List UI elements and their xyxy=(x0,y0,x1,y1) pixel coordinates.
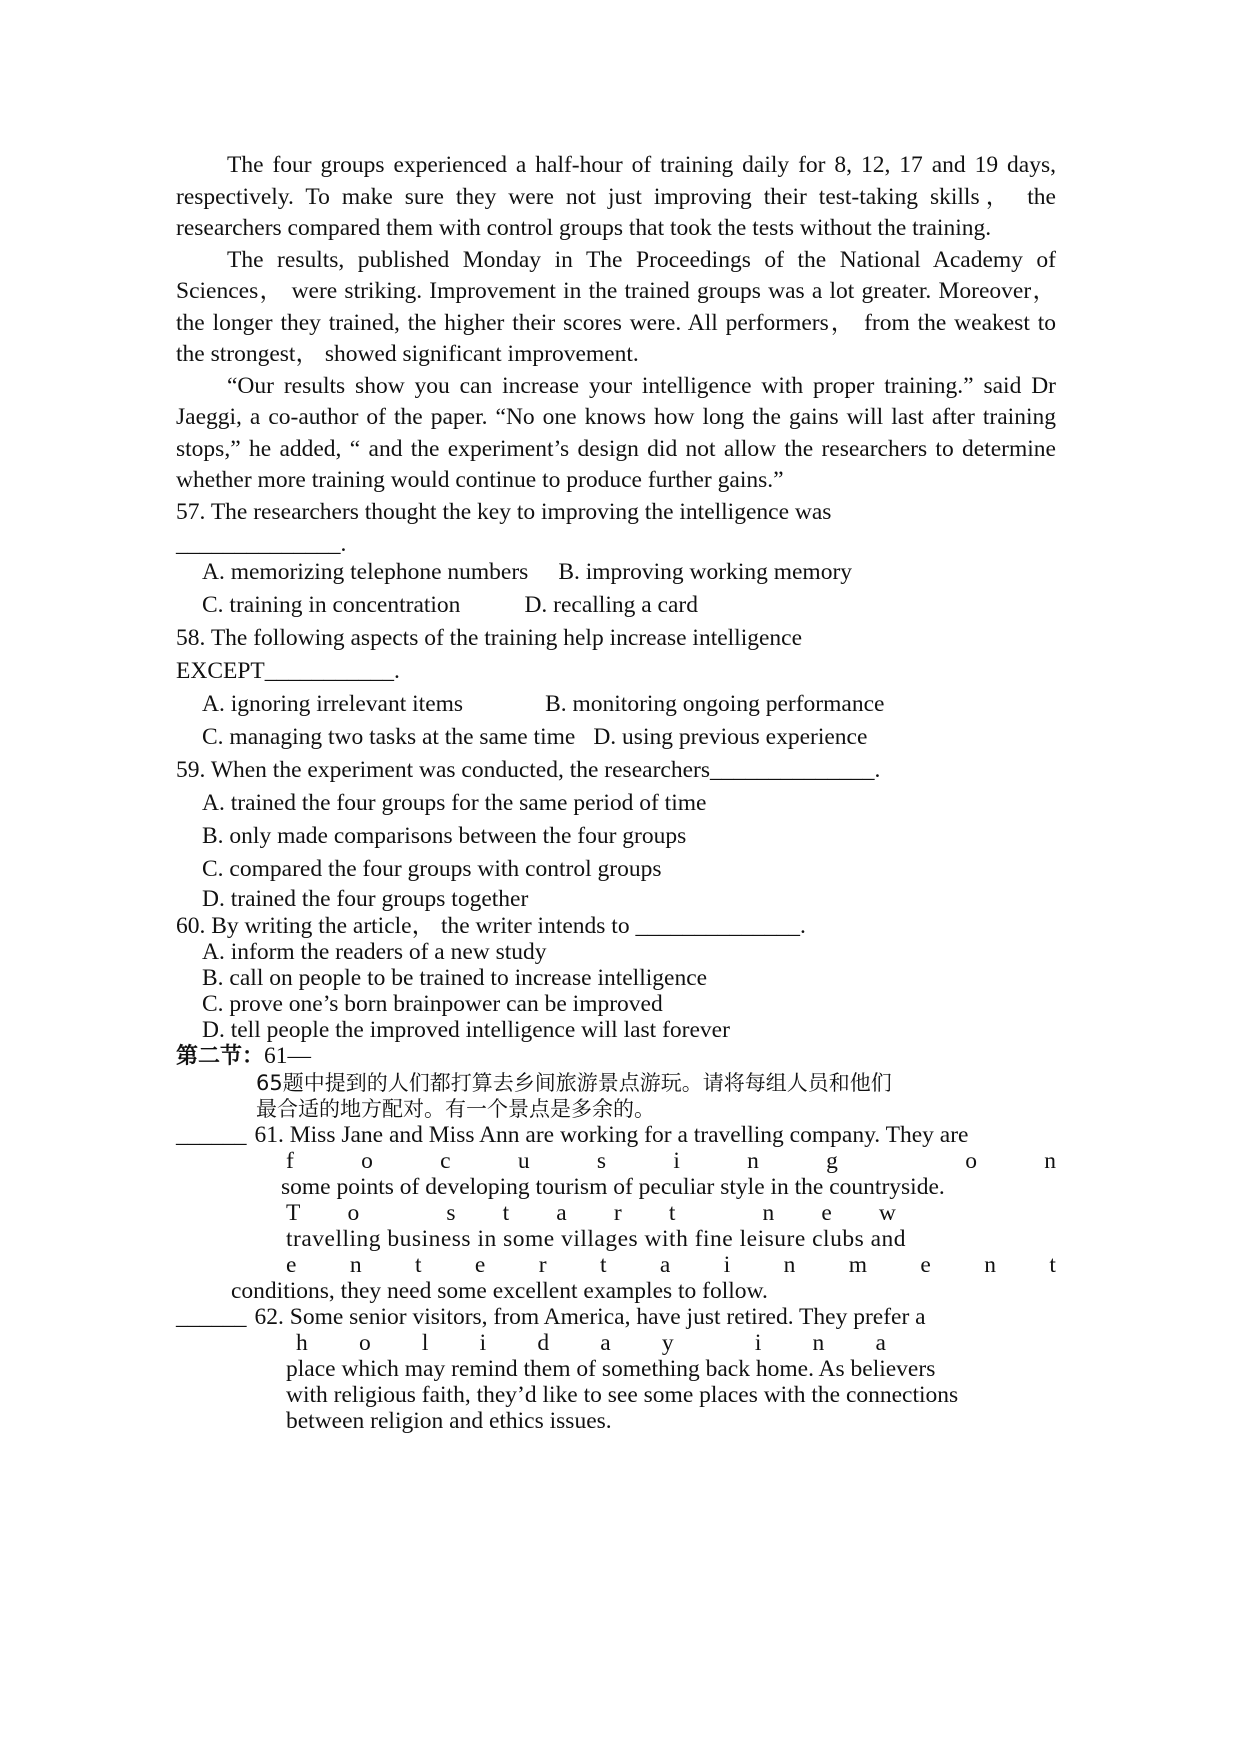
item-62-letter: y xyxy=(661,1330,674,1356)
item-61-letter: n xyxy=(984,1252,996,1278)
passage-paragraph-3: “Our results show you can increase your intelligence with proper training.” said Dr Jaeggi, a co-author of the paper. “No one knows how long the gains will last after training stops,” he added, “ and the experiment’s design did not allow the researchers to determine whether more training would continue to produce further gains.” xyxy=(176,372,1056,493)
item-62-line-3: place which may remind them of something back home. As believers xyxy=(286,1356,936,1382)
item-61-letter: o xyxy=(965,1148,977,1174)
item-62-letter: o xyxy=(358,1330,371,1356)
item-61-letter: e xyxy=(474,1252,486,1278)
item-62-letter: a xyxy=(875,1330,886,1356)
question-60-option-c[interactable]: C. prove one’s born brainpower can be improved xyxy=(202,991,663,1017)
question-59 xyxy=(176,754,1056,913)
item-61-letter: s xyxy=(446,1200,456,1226)
item-62-letter: i xyxy=(754,1330,762,1356)
question-57-options-row-2 xyxy=(202,589,1056,622)
passage-paragraph-1: The four groups experienced a half-hour of training daily for 8, 12, 17 and 19 days, respectively. To make sure they were not just improving their test-taking skills， the researchers compared them with control groups that took the tests without the training. xyxy=(176,152,1056,241)
item-61-letter: m xyxy=(848,1252,868,1278)
item-61-letter: n xyxy=(783,1252,796,1278)
item-62-letter: h xyxy=(296,1330,308,1356)
question-57 xyxy=(176,497,1056,623)
question-60-stem: 60. By writing the article， the writer intends to ______________. xyxy=(176,913,806,939)
question-59-stem: 59. When the experiment was conducted, the researchers______________. xyxy=(176,757,881,783)
item-61-line-2 xyxy=(286,1148,1056,1174)
item-61-letter: t xyxy=(668,1200,676,1226)
question-58-option-b[interactable]: B. monitoring ongoing performance xyxy=(545,691,885,717)
question-57-option-b[interactable]: B. improving working memory xyxy=(558,559,853,585)
item-61-letter: a xyxy=(556,1200,567,1226)
question-58-options-row-1 xyxy=(202,688,1056,721)
item-61-line-5: travelling business in some villages with fine leisure clubs and xyxy=(286,1226,907,1252)
question-59-option-d[interactable]: D. trained the four groups together xyxy=(202,886,529,912)
question-60 xyxy=(176,913,1056,1043)
section-2-title: 第二节： xyxy=(176,1044,265,1069)
item-61-line-4 xyxy=(286,1200,896,1226)
section-2 xyxy=(176,1043,1056,1122)
item-61-line-1: 61. Miss Jane and Miss Ann are working for a travelling company. They are xyxy=(254,1122,969,1148)
item-62-line-5: between religion and ethics issues. xyxy=(286,1408,612,1434)
item-61-letter: c xyxy=(440,1148,451,1174)
question-58-option-d[interactable]: D. using previous experience xyxy=(593,724,868,750)
item-61-letter: t xyxy=(502,1200,510,1226)
question-58-option-a[interactable]: A. ignoring irrelevant items xyxy=(202,691,464,717)
item-61-letter: g xyxy=(826,1148,838,1174)
item-61-letter: s xyxy=(596,1148,607,1174)
question-59-option-c[interactable]: C. compared the four groups with control groups xyxy=(202,856,662,882)
item-61-letter: u xyxy=(517,1148,530,1174)
question-58-options-row-2 xyxy=(202,721,1056,754)
item-61-letter: n xyxy=(747,1148,759,1174)
item-61-letter: o xyxy=(361,1148,373,1174)
item-62-letter: d xyxy=(537,1330,550,1356)
exam-page xyxy=(176,150,1056,1434)
question-58-blank: EXCEPT___________. xyxy=(176,658,400,684)
question-57-option-a[interactable]: A. memorizing telephone numbers xyxy=(202,559,529,585)
item-61-letter: n xyxy=(349,1252,362,1278)
item-61-letter: r xyxy=(613,1200,622,1226)
question-60-option-d[interactable]: D. tell people the improved intelligence will last forever xyxy=(202,1017,730,1043)
item-62-letter: l xyxy=(421,1330,429,1356)
item-61-letter: e xyxy=(920,1252,931,1278)
section-2-instruction-line-2: 最合适的地方配对。有一个景点是多余的。 xyxy=(256,1097,655,1121)
item-62-line-2 xyxy=(296,1330,886,1356)
item-61-line-7: conditions, they need some excellent examples to follow. xyxy=(231,1278,768,1304)
question-60-option-a[interactable]: A. inform the readers of a new study xyxy=(202,939,547,965)
question-57-stem: 57. The researchers thought the key to improving the intelligence was xyxy=(176,498,832,525)
item-61-line-6 xyxy=(286,1252,1056,1278)
item-61-answer-blank[interactable]: ______ xyxy=(176,1122,247,1148)
item-62-first-line xyxy=(176,1304,1056,1330)
item-61-letter: e xyxy=(286,1252,297,1278)
section-2-range: 61— xyxy=(264,1043,312,1069)
item-62-answer-blank[interactable]: ______ xyxy=(176,1304,247,1330)
question-59-option-b[interactable]: B. only made comparisons between the four groups xyxy=(202,823,687,849)
question-57-blank: ______________. xyxy=(176,531,347,557)
passage-paragraph-2: The results, published Monday in The Proceedings of the National Academy of Sciences， were striking. Improvement in the trained groups was a lot greater. Moreover， the longer they trained, the higher their scores were. All performers， from the weakest to the strongest， showed significant improvement. xyxy=(176,246,1056,367)
item-61 xyxy=(176,1122,1056,1304)
question-58 xyxy=(176,622,1056,754)
item-61-first-line xyxy=(176,1122,1056,1148)
item-61-letter: r xyxy=(538,1252,547,1278)
question-58-option-c[interactable]: C. managing two tasks at the same time xyxy=(202,724,576,750)
question-57-option-c[interactable]: C. training in concentration xyxy=(202,592,461,618)
item-62-letter: a xyxy=(600,1330,611,1356)
item-62-line-4: with religious faith, they’d like to see some places with the connections xyxy=(286,1382,959,1408)
item-62 xyxy=(176,1304,1056,1434)
question-59-option-a[interactable]: A. trained the four groups for the same period of time xyxy=(202,790,707,816)
item-62-letter: i xyxy=(479,1330,487,1356)
item-61-letter: e xyxy=(821,1200,832,1226)
item-61-line-3: some points of developing tourism of peculiar style in the countryside. xyxy=(281,1174,945,1200)
item-61-letter: t xyxy=(414,1252,422,1278)
item-62-letter: n xyxy=(812,1330,825,1356)
question-58-stem: 58. The following aspects of the training help increase intelligence xyxy=(176,625,803,651)
question-60-option-b[interactable]: B. call on people to be trained to increase intelligence xyxy=(202,965,708,991)
item-61-letter: o xyxy=(347,1200,360,1226)
section-2-instruction-line-1: 65题中提到的人们都打算去乡间旅游景点游玩。请将每组人员和他们 xyxy=(256,1071,892,1095)
item-61-letter: n xyxy=(1044,1148,1056,1174)
item-61-letter: t xyxy=(1049,1252,1056,1278)
question-57-option-d[interactable]: D. recalling a card xyxy=(524,592,698,618)
item-61-letter: n xyxy=(762,1200,775,1226)
item-61-letter: w xyxy=(878,1200,896,1226)
question-57-options-row-1 xyxy=(202,556,1056,589)
item-61-letter: f xyxy=(286,1148,294,1174)
item-61-letter: i xyxy=(673,1148,680,1174)
item-62-line-1: 62. Some senior visitors, from America, have just retired. They prefer a xyxy=(254,1304,926,1330)
item-61-letter: t xyxy=(599,1252,607,1278)
item-61-letter: T xyxy=(286,1200,301,1226)
item-61-letter: i xyxy=(723,1252,731,1278)
item-61-letter: a xyxy=(659,1252,671,1278)
section-2-heading xyxy=(176,1043,1056,1070)
